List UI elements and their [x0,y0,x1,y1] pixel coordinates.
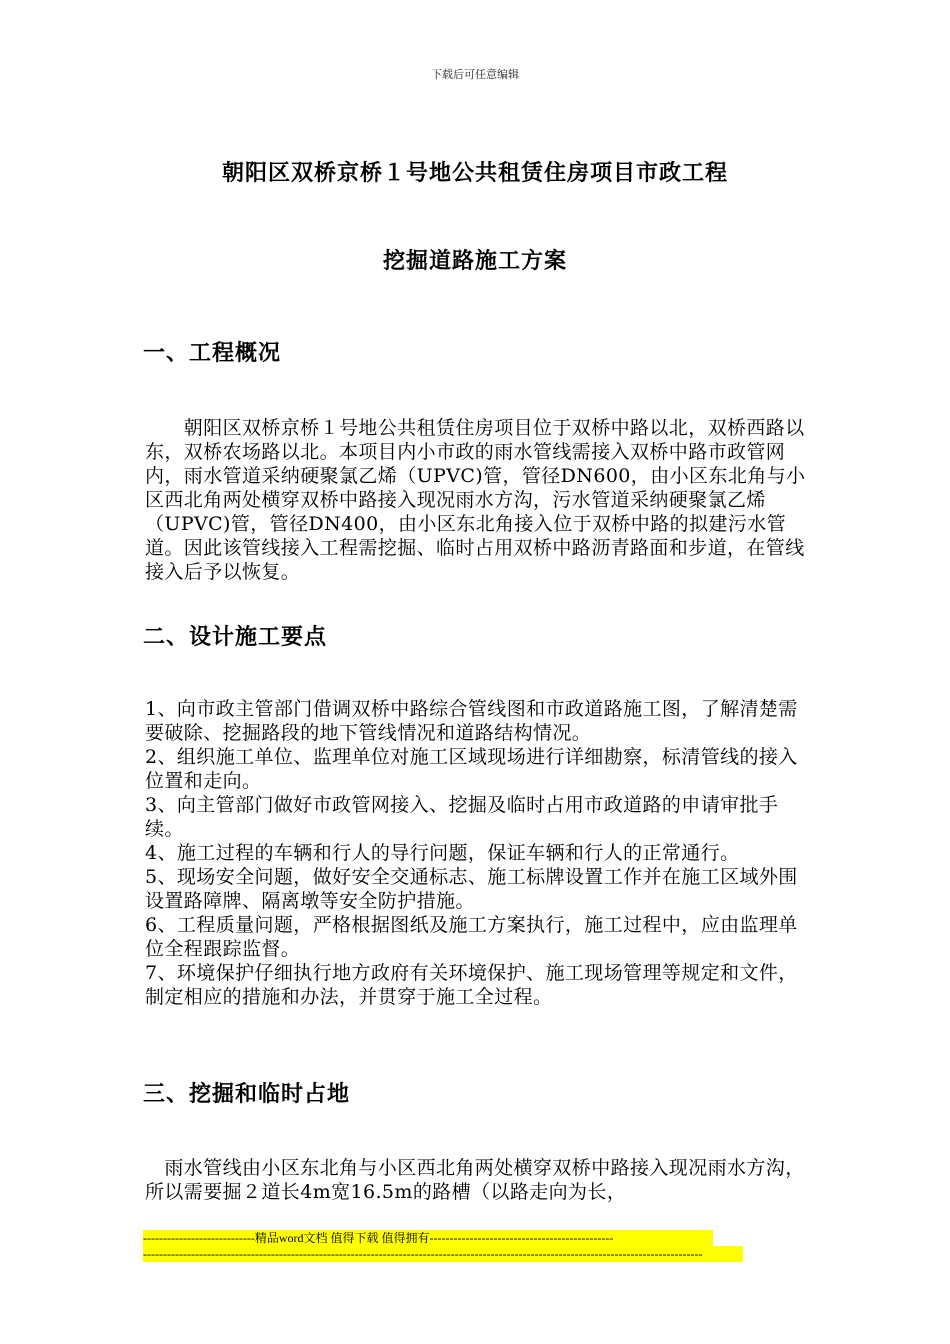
list-item: 7、环境保护仔细执行地方政府有关环境保护、施工现场管理等规定和文件，制定相应的措施和办法，并贯穿于施工全过程。 [145,962,798,1008]
section-heading-design-points: 二、设计施工要点 [143,624,328,650]
list-item: 5、现场安全问题，做好安全交通标志、施工标牌设置工作并在施工区域外围设置路障牌、隔离墩等安全防护措施。 [145,866,798,912]
excavation-paragraph [145,1156,815,1204]
list-item: 6、工程质量问题，严格根据图纸及施工方案执行，施工过程中，应由监理单位全程跟踪监督。 [145,914,798,960]
excavation-text: 雨水管线由小区东北角与小区西北角两处横穿双桥中路接入现况雨水方沟，所以需要掘２道长4m宽16.5m的路槽（以路走向为长， [145,1157,805,1203]
list-item: 3、向主管部门做好市政管网接入、挖掘及临时占用市政道路的申请审批手续。 [145,794,779,840]
document-title-line-1: 朝阳区双桥京桥１号地公共租赁住房项目市政工程 [221,160,728,186]
design-points-list [145,697,815,1009]
document-title-line-2: 挖掘道路施工方案 [382,248,567,274]
list-item: 1、向市政主管部门借调双桥中路综合管线图和市政道路施工图，了解清楚需要破除、挖掘路段的地下管线情况和道路结构情况。 [145,698,798,744]
list-item: 2、组织施工单位、监理单位对施工区域现场进行详细勘察，标清管线的接入位置和走向。 [145,746,798,792]
section-heading-excavation: 三、挖掘和临时占地 [143,1081,351,1107]
overview-text: 朝阳区双桥京桥１号地公共租赁住房项目位于双桥中路以北，双桥西路以东，双桥农场路以北。本项目内小市政的雨水管线需接入双桥中路市政管网内，雨水管道采纳硬聚氯乙烯（UPVC)管，管径DN600，由小区东北角与小区西北角两处横穿双桥中路接入现况雨水方沟，污水管道采纳硬聚氯乙烯（UPVC)管，管径DN400，由小区东北角接入位于双桥中路的拟建污水管道。因此该管线接入工程需挖掘、临时占用双桥中路沥青路面和步道，在管线接入后予以恢复。 [145,417,806,583]
overview-paragraph [145,416,815,584]
header-note: 下载后可任意编辑 [431,68,519,81]
footer-banner-line-2: -------------------------------------------------------------------------------------------------------------------------------------------- [143,1246,743,1262]
list-item: 4、施工过程的车辆和行人的导行问题，保证车辆和行人的正常通行。 [145,842,740,864]
footer-banner-line-1: ----------------------------精品word文档 值得下载 值得拥有---------------------------------------------- [143,1230,713,1246]
section-heading-overview: 一、工程概况 [143,340,282,366]
